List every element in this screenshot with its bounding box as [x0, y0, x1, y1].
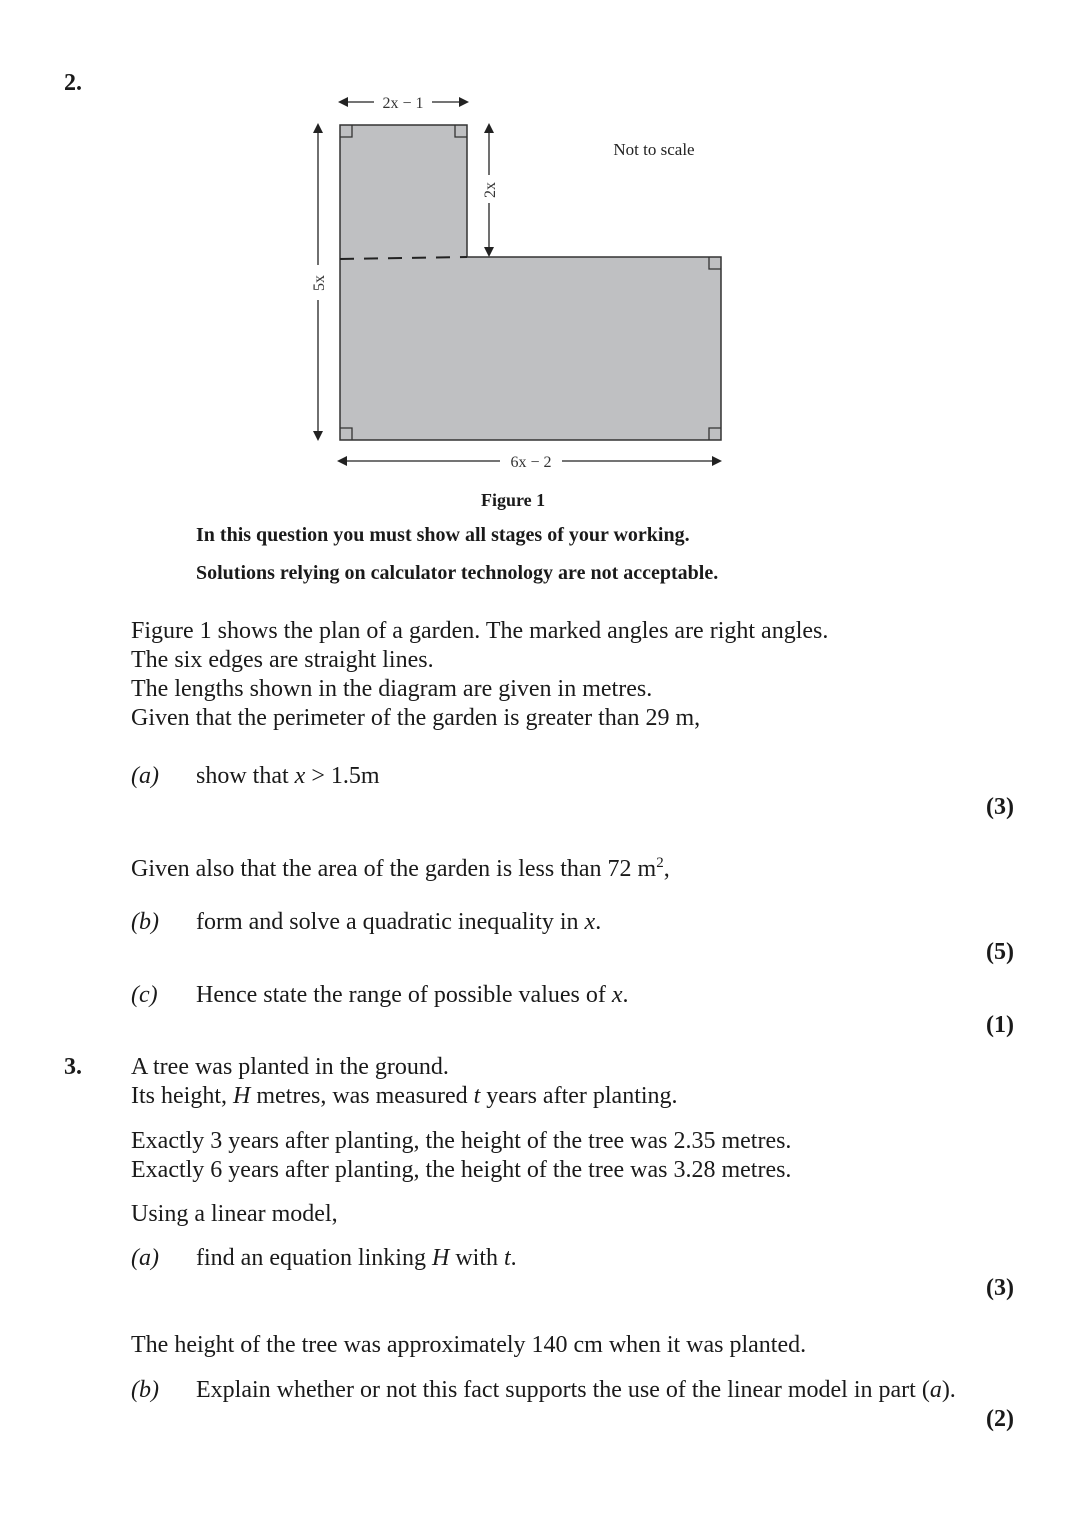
question-number: 2. — [64, 70, 82, 96]
figure-caption: Figure 1 — [481, 490, 546, 510]
part-a-label: (a) — [131, 763, 159, 789]
stem-line: The lengths shown in the diagram are given in metres. — [131, 676, 653, 702]
q3-line: Exactly 6 years after planting, the height of the tree was 3.28 metres. — [131, 1157, 792, 1183]
garden-shape — [340, 125, 721, 440]
q3-model-text: Using a linear model, — [131, 1201, 338, 1227]
q3-data — [131, 1127, 791, 1185]
q3-intro — [131, 1053, 678, 1111]
instruction-working: In this question you must show all stages of your working. — [196, 524, 690, 546]
q3-part-a-label: (a) — [131, 1245, 159, 1271]
q3-part-b-text: Explain whether or not this fact supports the use of the linear model in part (a). — [196, 1377, 956, 1403]
q3-line: Exactly 3 years after planting, the height of the tree was 2.35 metres. — [131, 1128, 792, 1154]
dim-inner-label: 2x — [482, 182, 499, 198]
marks-3a: (3) — [986, 1275, 1014, 1301]
stem-line: The six edges are straight lines. — [131, 647, 434, 673]
question-number: 3. — [64, 1054, 82, 1080]
q3-height-text: The height of the tree was approximately 140 cm when it was planted. — [131, 1332, 807, 1358]
part-c-label: (c) — [131, 982, 158, 1008]
garden-figure — [0, 0, 1080, 480]
question-stem — [131, 617, 828, 733]
stem-line: Figure 1 shows the plan of a garden. The marked angles are right angles. — [131, 618, 829, 644]
part-b-text: form and solve a quadratic inequality in x. — [196, 909, 602, 935]
marks-2a: (3) — [986, 794, 1014, 820]
q3-part-b-label: (b) — [131, 1377, 159, 1403]
q3-line: A tree was planted in the ground. — [131, 1054, 449, 1080]
marks-2b: (5) — [986, 939, 1014, 965]
not-to-scale-note: Not to scale — [613, 140, 695, 159]
dim-bottom-label: 6x − 2 — [510, 454, 552, 471]
q3-line: Its height, H metres, was measured t years after planting. — [131, 1083, 678, 1109]
part-a-text: show that x > 1.5m — [196, 763, 380, 789]
marks-3b: (2) — [986, 1406, 1014, 1432]
given-area-text: Given also that the area of the garden is less than 72 $m^2$, — [131, 855, 670, 882]
stem-line: Given that the perimeter of the garden is greater than 29 m, — [131, 705, 701, 731]
dim-top-label: 2x − 1 — [382, 95, 424, 112]
marks-2c: (1) — [986, 1012, 1014, 1038]
q3-part-a-text: find an equation linking H with t. — [196, 1245, 517, 1271]
dim-left-label: 5x — [311, 275, 328, 291]
part-b-label: (b) — [131, 909, 159, 935]
instruction-calculator: Solutions relying on calculator technology are not acceptable. — [196, 562, 719, 584]
part-c-text: Hence state the range of possible values of x. — [196, 982, 629, 1008]
